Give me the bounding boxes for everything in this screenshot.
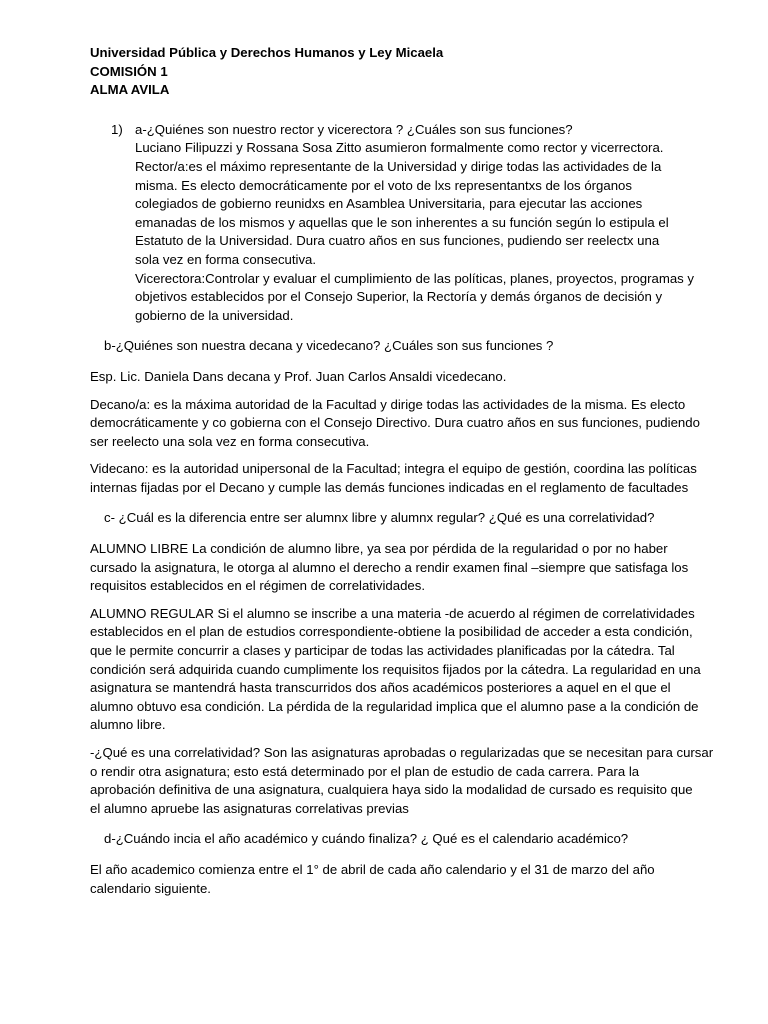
paragraph-line: que le permite concurrir a clases y participar de todas las actividades planificadas por la cátedra. Tal — [90, 643, 675, 659]
answer-c-correlatividad — [90, 744, 728, 818]
paragraph-line: calendario siguiente. — [90, 880, 211, 896]
paragraph-line: el alumno apruebe las asignaturas correlativas previas — [90, 800, 409, 816]
paragraph-line: alumno obtuvo esa condición. La pérdida de la regularidad implica que el alumno pase a la condición de — [90, 698, 699, 714]
paragraph-line: cursado la asignatura, le otorga al alumno el derecho a rendir examen final –siempre que satisfaga los — [90, 559, 689, 575]
paragraph-line: -¿Qué es una correlatividad? Son las asignaturas aprobadas o regularizadas que se necesitan para cursar — [90, 745, 714, 760]
paragraph-line: Videcano: es la autoridad unipersonal de la Facultad; integra el equipo de gestión, coordina las políticas — [90, 461, 697, 477]
answer-a-line: objetivos establecidos por el Consejo Superior, la Rectoría y demás órganos de decisión y — [135, 289, 663, 305]
course-title: Universidad Pública y Derechos Humanos y Ley Micaela — [90, 45, 444, 60]
paragraph-line: El año academico comienza entre el 1° de abril de cada año calendario y el 31 de marzo del año — [90, 861, 655, 877]
question-c: c- ¿Cuál es la diferencia entre ser alumnx libre y alumnx regular? ¿Qué es una correlatividad? — [104, 510, 655, 526]
list-number: 1) — [111, 121, 123, 137]
paragraph-line: internas fijadas por el Decano y cumple las demás funciones indicadas en el reglamento de facultades — [90, 479, 689, 495]
answer-a-line: Rector/a:es el máximo representante de la Universidad y dirige todas las actividades de la — [135, 158, 662, 174]
answer-c-regular — [90, 605, 728, 735]
numbered-item-1 — [90, 121, 728, 326]
paragraph-line: establecidos en el plan de estudios correspondiente-obtiene la posibilidad de acceder a esta condición, — [90, 624, 693, 640]
answer-a-line: Luciano Filipuzzi y Rossana Sosa Zitto asumieron formalmente como rector y vicerrectora. — [135, 140, 664, 156]
question-a: a-¿Quiénes son nuestro rector y vicerectora ? ¿Cuáles son sus funciones? — [135, 121, 573, 137]
question-a-block — [135, 121, 728, 326]
document-header — [90, 44, 728, 100]
answer-a-line: colegiados de gobierno reunidxs en Asamblea Universitaria, para ejecutar las acciones — [135, 196, 643, 212]
answer-a-line: emanadas de los mismos y aquellas que le son inherentes a su función según lo estipula el — [135, 214, 669, 230]
paragraph-line: alumno libre. — [90, 717, 166, 733]
paragraph-line: asignatura se mantendrá hasta transcurridos dos años académicos posteriores a aquel en el que el — [90, 680, 671, 696]
answer-b-names: Esp. Lic. Daniela Dans decana y Prof. Juan Carlos Ansaldi vicedecano. — [90, 368, 507, 384]
student-name: ALMA AVILA — [90, 82, 170, 98]
paragraph-line: requisitos establecidos en el régimen de correlatividades. — [90, 578, 425, 594]
answer-c-libre — [90, 540, 728, 596]
answer-a-line: misma. Es electo democráticamente por el voto de lxs representantxs de los órganos — [135, 177, 632, 193]
paragraph-line: democráticamente y co gobierna con el Consejo Directivo. Dura cuatro años en sus funciones, pudiendo — [90, 415, 700, 431]
paragraph-line: condición será adquirida cuando cumplimente los requisitos fijados por la cátedra. La regularidad en una — [90, 661, 701, 677]
answer-a-line: Estatuto de la Universidad. Dura cuatro años en sus funciones, pudiendo ser reelectx una — [135, 233, 660, 249]
paragraph-line: Decano/a: es la máxima autoridad de la Facultad y dirige todas las actividades de la misma. Es electo — [90, 396, 686, 412]
answer-a-line: gobierno de la universidad. — [135, 307, 294, 323]
paragraph-line: ser reelecto una sola vez en forma consecutiva. — [90, 433, 370, 449]
commission-label: COMISIÓN 1 — [90, 63, 168, 79]
answer-a-line: sola vez en forma consecutiva. — [135, 251, 317, 267]
answer-b-vicedecano — [90, 460, 728, 497]
question-d: d-¿Cuándo incia el año académico y cuándo finaliza? ¿ Qué es el calendario académico? — [104, 831, 629, 847]
paragraph-line: ALUMNO LIBRE La condición de alumno libre, ya sea por pérdida de la regularidad o por no haber — [90, 541, 668, 557]
question-b: b-¿Quiénes son nuestra decana y vicedecano? ¿Cuáles son sus funciones ? — [104, 338, 554, 354]
answer-a-line: Vicerectora:Controlar y evaluar el cumplimiento de las políticas, planes, proyectos, programas y — [135, 270, 695, 286]
paragraph-line: ALUMNO REGULAR Si el alumno se inscribe a una materia -de acuerdo al régimen de correlatividades — [90, 605, 695, 621]
paragraph-line: aprobación definitiva de una asignatura, cualquiera haya sido la modalidad de cursado es requisito que — [90, 782, 693, 798]
paragraph-line: o rendir otra asignatura; esto está determinado por el plan de estudio de cada carrera. Para la — [90, 763, 640, 779]
answer-d — [90, 861, 728, 898]
answer-b-decano — [90, 396, 728, 452]
